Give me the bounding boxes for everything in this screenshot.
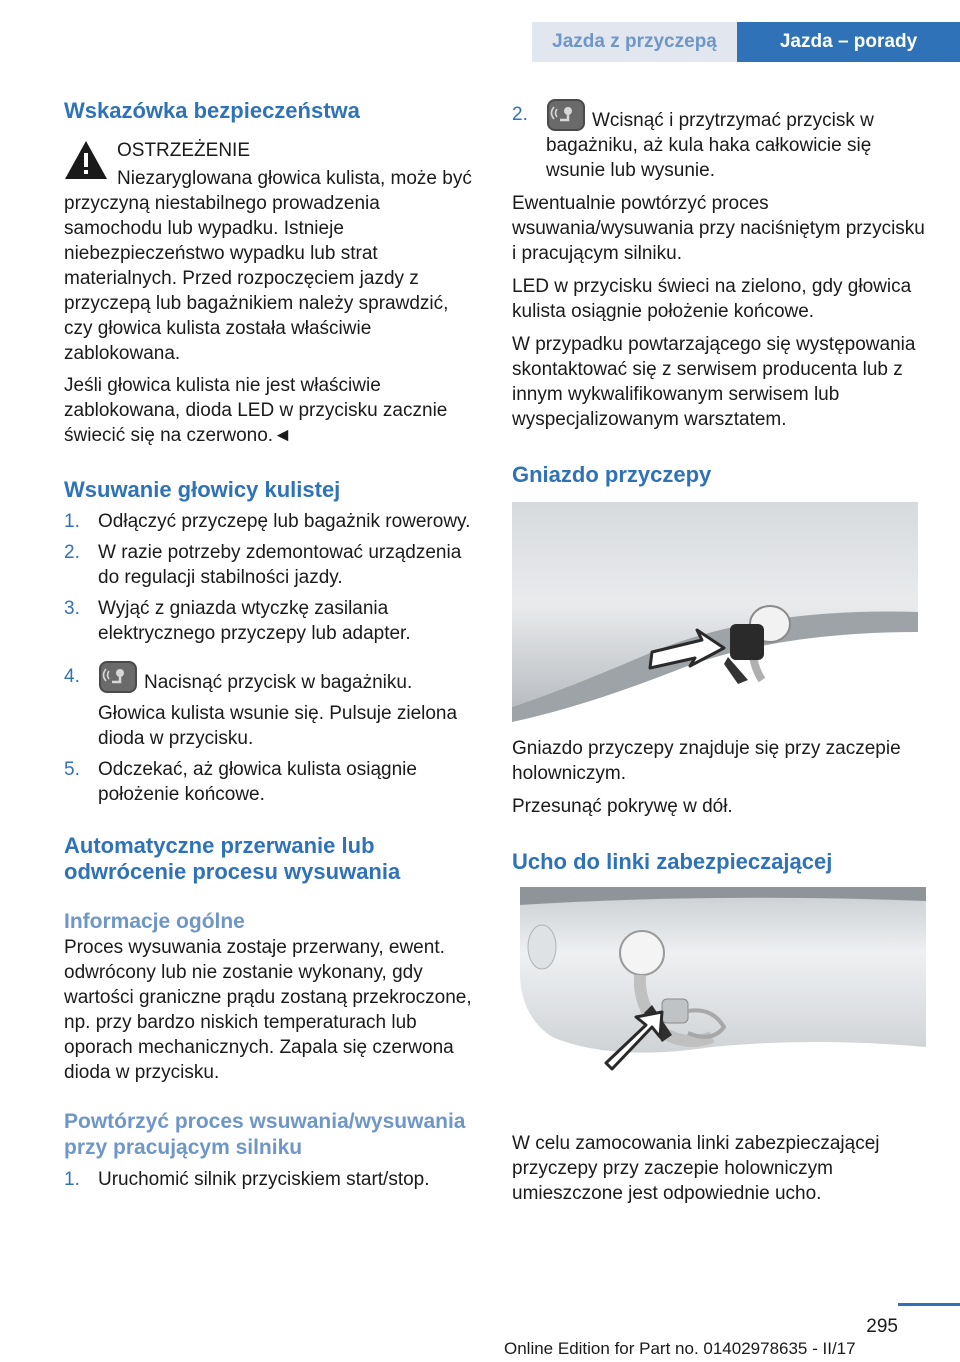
step-text: Nacisnąć przycisk w bagażniku. (144, 672, 413, 693)
step-number: 2. (512, 104, 528, 125)
tow-hitch-button-icon (98, 660, 138, 694)
tow-hitch-button-icon (546, 98, 586, 132)
paragraph: Przesunąć pokrywę w dół. (512, 796, 733, 817)
paragraph: LED w przycisku świeci na zielono, gdy głowica kulista osiągnie położenie końcowe. (512, 276, 912, 322)
list-item (64, 509, 478, 534)
socket-heading: Gniazdo przyczepy (512, 462, 712, 487)
step-subtext: Głowica kulista wsunie się. Pulsuje zielona dioda w przycisku. (98, 703, 458, 749)
step-number: 1. (64, 1169, 80, 1190)
safety-eye-heading: Ucho do linki zabezpieczającej (512, 849, 833, 874)
footer-rule (898, 1303, 960, 1306)
step-text: Odczekać, aż głowica kulista osiągnie położenie końcowe. (98, 759, 417, 805)
paragraph: W celu zamocowania linki zabezpieczającej przyczepy przy zaczepie holowniczym umieszczone jest odpowiednie ucho. (512, 1133, 880, 1204)
left-column (64, 98, 478, 1192)
paragraph: W przypadku powtarzającego się występowania skontaktować się z serwisem producenta lub z innym wykwalifikowanym serwisem lub wyspecjalizowanym warsztatem. (512, 334, 916, 430)
auto-interrupt-heading: Automatyczne przerwanie lub odwrócenie procesu wysuwania (64, 833, 401, 884)
chapter-tab: Jazda – porady (737, 22, 960, 62)
list-item (64, 1167, 478, 1192)
general-info-text: Proces wysuwania zostaje przerwany, ewent. odwrócony lub nie zostanie wykonany, gdy wartości graniczne prądu zostaną przekroczone, np. przy bardzo niskich temperaturach lub oporach mechanicznych. Zapala się czerwona dioda w przycisku. (64, 937, 472, 1083)
warning-triangle-icon (64, 140, 108, 180)
step-number: 4. (64, 666, 80, 687)
warning-text-2: Jeśli głowica kulista nie jest właściwie zablokowana, dioda LED w przycisku zacznie świecić się na czerwono.◄ (64, 375, 448, 446)
trailer-socket-photo (512, 502, 918, 722)
step-number: 3. (64, 598, 80, 619)
step-number: 5. (64, 759, 80, 780)
step-number: 1. (64, 511, 80, 532)
edition-footer: Online Edition for Part no. 01402978635 - II/17 (504, 1339, 856, 1358)
step-text: Wyjąć z gniazda wtyczkę zasilania elektrycznego przyczepy lub adapter. (98, 598, 411, 644)
safety-heading: Wskazówka bezpieczeństwa (64, 98, 360, 123)
page-header (0, 0, 960, 62)
paragraph: Gniazdo przyczepy znajduje się przy zaczepie holowniczym. (512, 738, 901, 784)
list-item (64, 757, 478, 807)
step-text: W razie potrzeby zdemontować urządzenia do regulacji stabilności jazdy. (98, 542, 462, 588)
list-item (64, 540, 478, 590)
page-number: 295 (866, 1316, 898, 1337)
step-text: Wcisnąć i przytrzymać przycisk w bagażniku, aż kula haka całkowicie się wsunie lub wysunie. (546, 110, 874, 181)
paragraph: Ewentualnie powtórzyć proces wsuwania/wysuwania przy naciśniętym przycisku i pracującym silniku. (512, 193, 925, 264)
warning-label: OSTRZEŻENIE (117, 140, 251, 161)
right-column (512, 98, 930, 1206)
section-tab: Jazda z przyczepą (532, 22, 737, 62)
list-item (64, 596, 478, 646)
repeat-process-heading: Powtórzyć proces wsuwania/wysuwania przy pracującym silniku (64, 1110, 466, 1159)
step-text: Odłączyć przyczepę lub bagażnik rowerowy. (98, 511, 471, 532)
retract-heading: Wsuwanie głowicy kulistej (64, 477, 341, 502)
step-number: 2. (64, 542, 80, 563)
list-item (64, 660, 478, 751)
warning-text: Niezaryglowana głowica kulista, może być przyczyną niestabilnego prowadzenia samochodu lub wypadku. Istnieje niebezpieczeństwo wypadku lub strat materialnych. Przed rozpoczęciem jazdy z przyczepą lub bagażnikiem należy sprawdzić, czy głowica kulista została właściwie zablokowana. (64, 168, 472, 364)
general-info-heading: Informacje ogólne (64, 910, 245, 933)
list-item (512, 98, 930, 183)
safety-eye-photo (512, 887, 926, 1097)
step-text: Uruchomić silnik przyciskiem start/stop. (98, 1169, 430, 1190)
